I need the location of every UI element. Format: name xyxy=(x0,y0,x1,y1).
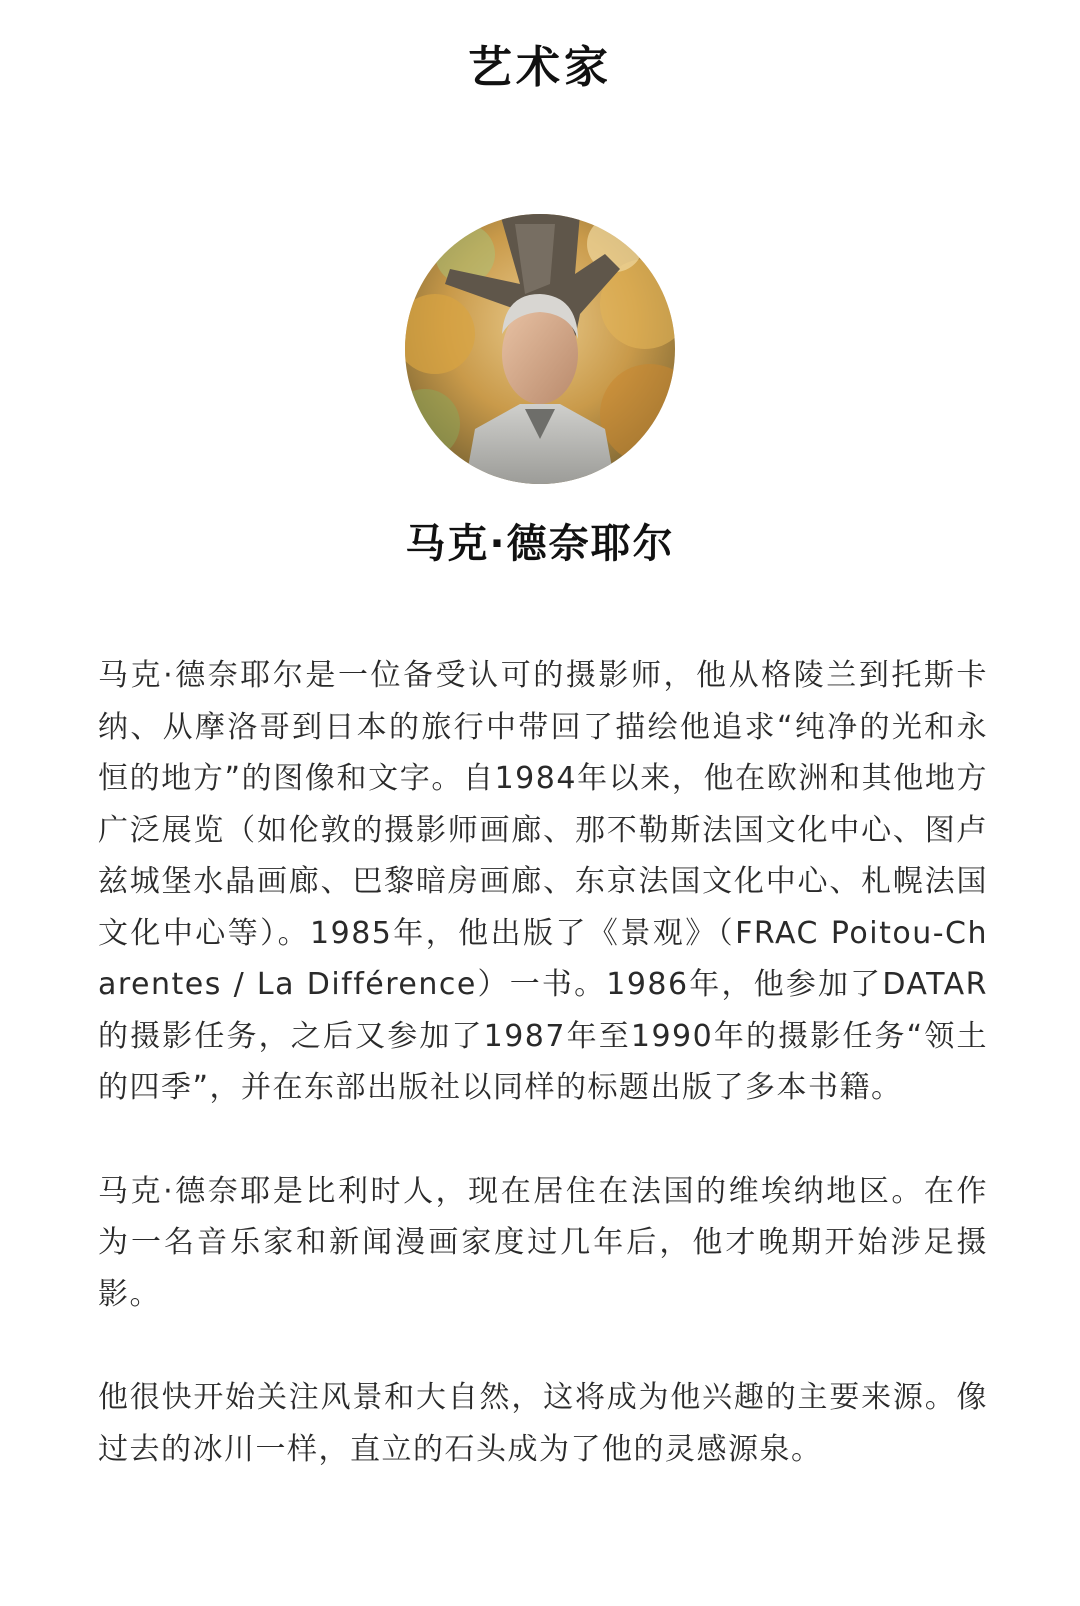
bio-paragraph: 马克·德奈耶尔是一位备受认可的摄影师，他从格陵兰到托斯卡纳、从摩洛哥到日本的旅行中带回了描绘他追求“纯净的光和永恒的地方”的图像和文字。自1984年以来，他在欧洲和其他地方广泛展览（如伦敦的摄影师画廊、那不勒斯法国文化中心、图卢兹城堡水晶画廊、巴黎暗房画廊、东京法国文化中心、札幌法国文化中心等）。1985年，他出版了《景观》（FRAC Poitou-Charentes / La Différence）一书。1986年，他参加了DATAR的摄影任务，之后又参加了1987年至1990年的摄影任务“领土的四季”，并在东部出版社以同样的标题出版了多本书籍。 xyxy=(98,658,988,1105)
artist-bio xyxy=(98,650,988,1527)
artist-portrait-photo-icon xyxy=(405,214,675,484)
bio-paragraph: 他很快开始关注风景和大自然，这将成为他兴趣的主要来源。像过去的冰川一样，直立的石头成为了他的灵感源泉。 xyxy=(98,1380,988,1467)
artist-name: 马克·德奈耶尔 xyxy=(405,521,675,567)
avatar[interactable] xyxy=(405,214,675,484)
page-title: 艺术家 xyxy=(468,42,612,93)
bio-paragraph: 马克·德奈耶是比利时人，现在居住在法国的维埃纳地区。在作为一名音乐家和新闻漫画家度过几年后，他才晚期开始涉足摄影。 xyxy=(98,1173,988,1312)
